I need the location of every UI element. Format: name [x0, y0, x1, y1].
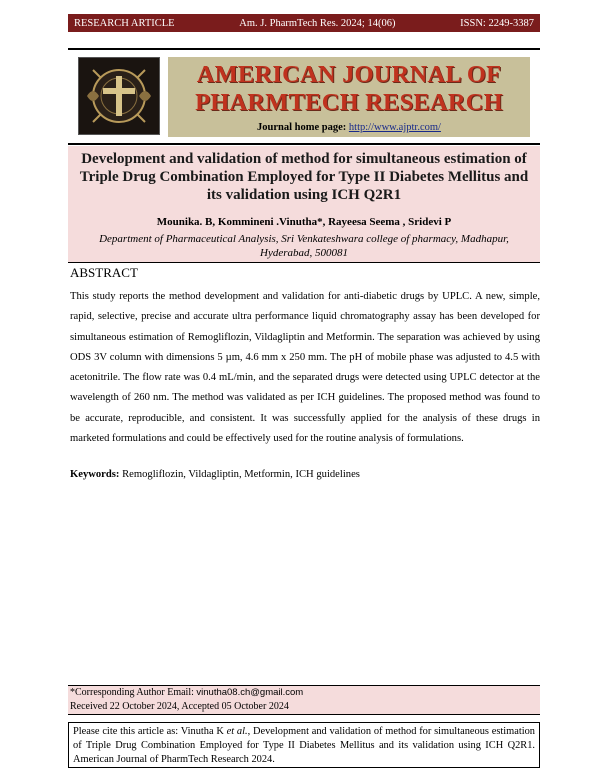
journal-name-line-2: PHARMTECH RESEARCH: [195, 89, 503, 116]
issn: ISSN: 2249-3387: [460, 17, 534, 29]
abstract-body: This study reports the method development and validation for anti-diabetic drugs by UPLC. A new, simple, rapid, selective, precise and accurate ultra performance liquid chromatography assay has been developed for simultaneous estimation of Remogliflozin, Vildagliptin and Metformin. The separation was achieved by using ODS 3V column with dimensions 5 µm, 4.6 mm x 250 mm. The pH of mobile phase was adjusted to 4.5 with acetonitrile. The flow rate was 0.4 mL/min, and the separated drugs were detected using UPLC detector at the wavelength of 260 nm. The method was validated as per ICH guidelines. The proposed method was found to be accurate, reproducible, and consistent. It was successfully applied for the analysis of these drugs in marketed formulations and could be effectively used for the routine analysis of formulations.: [70, 291, 540, 445]
article-type: RESEARCH ARTICLE: [74, 17, 175, 29]
abstract-heading: ABSTRACT: [70, 265, 138, 280]
citation-etal: et al.: [226, 726, 248, 737]
article-header-bar: [68, 14, 540, 32]
keywords: [70, 469, 360, 480]
paper-affiliation: Department of Pharmaceutical Analysis, Sri Venkateshwara college of pharmacy, Madhapur, Hyderabad, 500081: [99, 233, 509, 259]
journal-name: [168, 61, 530, 117]
journal-masthead: [78, 57, 530, 139]
keywords-label: Keywords:: [70, 469, 120, 480]
journal-name-panel: [168, 57, 530, 137]
journal-name-line-1: AMERICAN JOURNAL OF: [196, 61, 502, 88]
journal-home-page: [168, 122, 530, 133]
corresponding-label: *Corresponding Author Email:: [70, 687, 194, 698]
home-page-link[interactable]: http://www.ajptr.com/: [348, 122, 441, 133]
journal-reference: Am. J. PharmTech Res. 2024; 14(06): [239, 17, 396, 29]
top-divider: [68, 48, 540, 50]
received-accepted-dates: Received 22 October 2024, Accepted 05 October 2024: [70, 701, 289, 712]
title-block: [68, 146, 540, 263]
keywords-list: Remogliflozin, Vildagliptin, Metformin, ICH guidelines: [122, 469, 360, 480]
journal-logo: [78, 57, 160, 135]
corresponding-email[interactable]: vinutha08.ch@gmail.com: [196, 687, 304, 698]
paper-authors: Mounika. B, Kommineni .Vinutha*, Rayeesa Seema , Sridevi P: [156, 216, 452, 228]
corresponding-author: [70, 687, 303, 698]
citation-rest: , Development and validation of method for simultaneous estimation of Triple Drug Combination Employed for Type II Diabetes Mellitus and its validation using ICH Q2R1. American Journal of PharmTech Research 2024.: [73, 726, 535, 765]
paper-title: Development and validation of method for simultaneous estimation of Triple Drug Combination Employed for Type II Diabetes Mellitus and its validation using ICH Q2R1: [79, 151, 529, 203]
home-page-label: Journal home page:: [257, 122, 347, 133]
corresponding-author-box: [68, 685, 540, 715]
masthead-divider: [68, 143, 540, 145]
citation-prefix: Please cite this article as: Vinutha K: [73, 726, 227, 737]
citation-box: [68, 722, 540, 768]
title-divider: [68, 262, 540, 263]
